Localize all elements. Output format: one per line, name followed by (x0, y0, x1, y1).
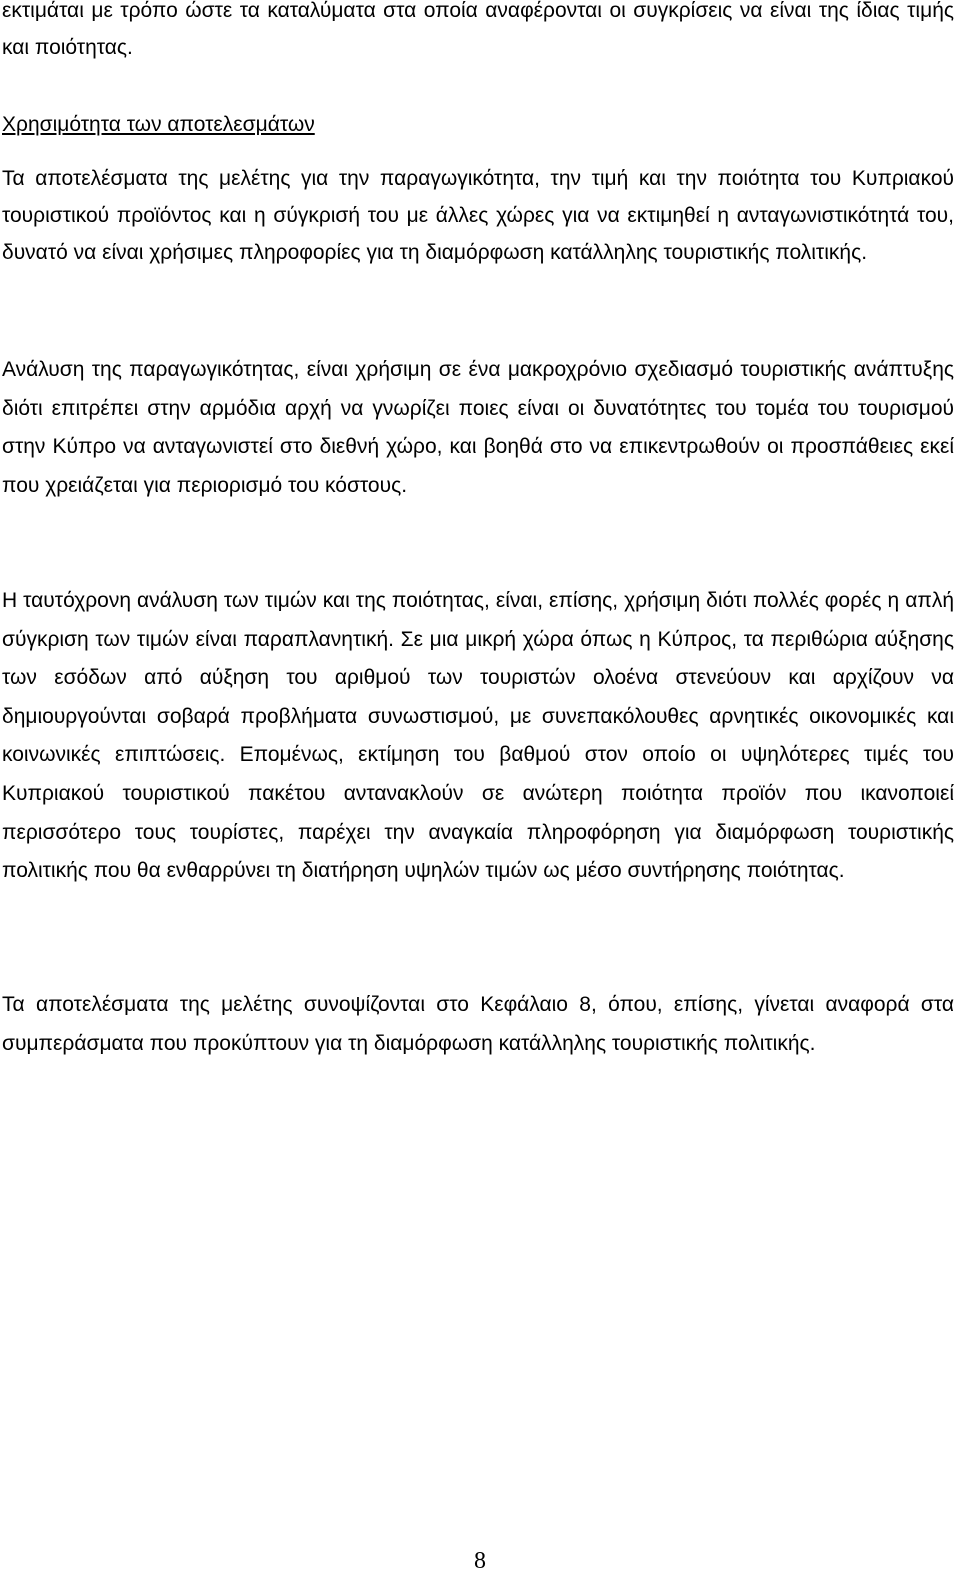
paragraph-price-quality-analysis: Η ταυτόχρονη ανάλυση των τιμών και της ποιότητας, είναι, επίσης, χρήσιμη διότι πολλές φορές η απλή σύγκριση των τιμών είναι παραπλανητική. Σε μια μικρή χώρα όπως η Κύπρος, τα περιθώρια αύξησης των εσόδων από αύξηση του αριθμού των τουριστών ολοένα στενεύουν και αρχίζουν να δημιουργούνται σοβαρά προβλήματα συνωστισμού, με συνεπακόλουθες αρνητικές οικονομικές και κοινωνικές επιπτώσεις. Επομένως, εκτίμηση του βαθμού στον οποίο οι υψηλότερες τιμές του Κυπριακού τουριστικού πακέτου αντανακλούν σε ανώτερη ποιότητα προϊόν που ικανοποιεί περισσότερο τους τουρίστες, παρέχει την αναγκαία πληροφόρηση για διαμόρφωση τουριστικής πολιτικής που θα ενθαρρύνει τη διατήρηση υψηλών τιμών ως μέσο συντήρησης ποιότητας. (2, 589, 954, 883)
paragraph-productivity-analysis: Ανάλυση της παραγωγικότητας, είναι χρήσιμη σε ένα μακροχρόνιο σχεδιασμό τουριστικής ανάπτυξης διότι επιτρέπει στην αρμόδια αρχή να γνωρίζει ποιες είναι οι δυνατότητες του τομέα του τουρισμού στην Κύπρο να ανταγωνιστεί στο διεθνή χώρο, και βοηθά στο να επικεντρωθούν οι προσπάθειες εκεί που χρειάζεται για περιορισμό του κόστους. (2, 358, 954, 497)
paragraph-results-usefulness: Τα αποτελέσματα της μελέτης για την παραγωγικότητα, την τιμή και την ποιότητα του Κυπριακού τουριστικού προϊόντος και η σύγκρισή του με άλλες χώρες για να εκτιμηθεί η ανταγωνιστικότητά του, δυνατό να είναι χρήσιμες πληροφορίες για τη διαμόρφωση κατάλληλης τουριστικής πολιτικής. (2, 167, 954, 264)
paragraph-conclusions-reference: Τα αποτελέσματα της μελέτης συνοψίζονται στο Κεφάλαιο 8, όπου, επίσης, γίνεται αναφορά στα συμπεράσματα που προκύπτουν για τη διαμόρφωση κατάλληλης τουριστικής πολιτικής. (2, 993, 954, 1055)
paragraph-continuation: εκτιμάται με τρόπο ώστε τα καταλύματα στα οποία αναφέρονται οι συγκρίσεις να είναι της ίδιας τιμής και ποιότητας. (2, 0, 954, 59)
page-number: 8 (474, 1548, 486, 1574)
section-heading: Χρησιμότητα των αποτελεσμάτων (2, 113, 315, 136)
